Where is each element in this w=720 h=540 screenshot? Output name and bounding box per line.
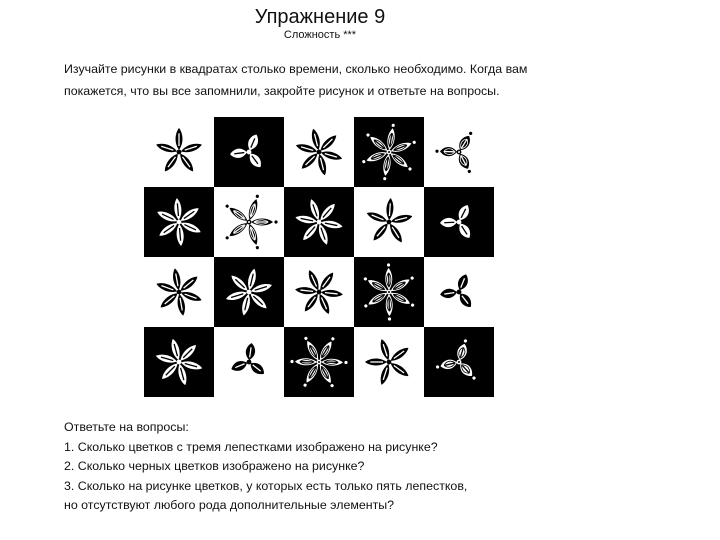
grid-cell <box>144 257 214 327</box>
grid-cell <box>354 327 424 397</box>
grid-cell <box>424 257 494 327</box>
grid-cell <box>144 187 214 257</box>
grid-cell <box>284 187 354 257</box>
instructions <box>64 58 664 102</box>
grid-cell <box>424 327 494 397</box>
grid-cell <box>214 257 284 327</box>
grid-cell <box>354 117 424 187</box>
grid-cell <box>424 187 494 257</box>
question-3-line-1: 3. Сколько на рисунке цветков, у которых есть только пять лепестков, <box>64 478 468 493</box>
grid-cell <box>424 117 494 187</box>
exercise-title: Упражнение 9 <box>254 6 386 28</box>
grid-cell <box>144 117 214 187</box>
grid-cell <box>144 327 214 397</box>
grid-cell <box>354 187 424 257</box>
grid-cell <box>282 324 357 397</box>
grid-cell <box>284 117 354 187</box>
grid-cell <box>214 186 285 257</box>
instructions-line-1: Изучайте рисунки в квадратах столько времени, сколько необходимо. Когда вам <box>64 62 528 76</box>
question-2: 2. Сколько черных цветков изображено на рисунке? <box>64 459 365 473</box>
question-1: 1. Сколько цветков с тремя лепестками изображено на рисунке? <box>64 439 438 454</box>
grid-cell <box>284 257 354 327</box>
grid-cell <box>214 327 284 397</box>
grid-cell <box>351 255 427 330</box>
questions-heading: Ответьте на вопросы: <box>64 420 189 434</box>
questions <box>64 418 664 516</box>
instructions-line-2: покажется, что вы все запомнили, закройте рисунок и ответьте на вопросы. <box>64 84 500 98</box>
grid-cell <box>214 117 284 187</box>
flower-grid <box>144 117 494 397</box>
question-3-line-2: но отсутствуют любого рода дополнительные элементы? <box>64 498 395 512</box>
difficulty-label: Сложность *** <box>283 29 357 41</box>
